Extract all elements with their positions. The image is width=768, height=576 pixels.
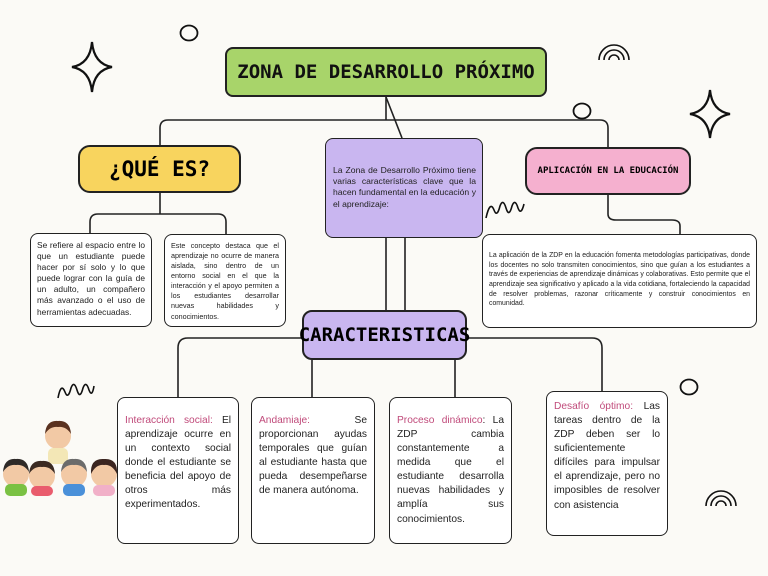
circle-doodle-icon — [571, 100, 593, 122]
feature-label: Proceso dinámico — [397, 415, 483, 426]
spring-doodle-icon — [56, 378, 96, 404]
que-es-definition: Se refiere al espacio entre lo que un estudiante puede hacer por sí solo y lo que puede lograr con la guía de un adulto, un compañero más avanzado o el uso de herramientas adecuadas. — [30, 233, 152, 327]
feature-proceso-dinamico — [389, 397, 512, 544]
rainbow-doodle-icon — [595, 40, 633, 62]
feature-text: Se proporcionan ayudas temporales que guían al estudiante hasta que pueda desempeñarse de manera autónoma. — [259, 415, 367, 497]
feature-text: El aprendizaje ocurre en un contexto social donde el estudiante se beneficia del apoyo de otros más experimentados. — [125, 415, 231, 511]
feature-andamiaje — [251, 397, 375, 544]
feature-text: Las tareas dentro de la ZDP deben ser lo suficientemente difíciles para impulsar el aprendizaje, pero no imposibles de resolver con asistencia — [554, 401, 660, 511]
main-title: ZONA DE DESARROLLO PRÓXIMO — [225, 47, 547, 97]
circle-doodle-icon — [178, 22, 200, 44]
feature-label: Interacción social: — [125, 415, 213, 426]
center-description: La Zona de Desarrollo Próximo tiene varias características clave que la hacen fundamental en la educación y el aprendizaje: — [325, 138, 483, 238]
sparkle-icon — [688, 88, 732, 140]
children-illustration-icon — [0, 416, 122, 496]
aplicacion-heading: APLICACIÓN EN LA EDUCACIÓN — [525, 147, 691, 195]
caracteristicas-heading: CARACTERISTICAS — [302, 310, 467, 360]
feature-label: Andamiaje: — [259, 415, 310, 426]
sparkle-icon — [70, 40, 114, 94]
spring-doodle-icon — [484, 196, 526, 222]
circle-doodle-icon — [678, 376, 700, 398]
que-es-concept: Este concepto destaca que el aprendizaje no ocurre de manera aislada, sino dentro de un entorno social en el que la interacción y el apoyo permiten a los estudiantes desarrollar nuevas habilidades y conocimientos. — [164, 234, 286, 327]
aplicacion-text: La aplicación de la ZDP en la educación fomenta metodologías participativas, donde los docentes no solo transmiten conocimientos, sino que guían a los estudiantes a través de experiencias de aprendizaje dinámicas y colaborativas. Esto permite que el aprendizaje sea significativo y aplicado a la vida cotidiana, fortaleciendo la capacidad de resolver problemas, razonar críticamente y construir conocimientos en comunidad. — [482, 234, 757, 328]
que-es-heading: ¿QUÉ ES? — [78, 145, 241, 193]
feature-text: : La ZDP cambia constantemente a medida que el estudiante desarrolla nuevas habilidades y amplía sus conocimientos. — [397, 415, 504, 525]
rainbow-doodle-icon — [702, 486, 740, 508]
feature-label: Desafío óptimo: — [554, 401, 634, 412]
feature-desafio-optimo — [546, 391, 668, 536]
feature-interaccion-social — [117, 397, 239, 544]
